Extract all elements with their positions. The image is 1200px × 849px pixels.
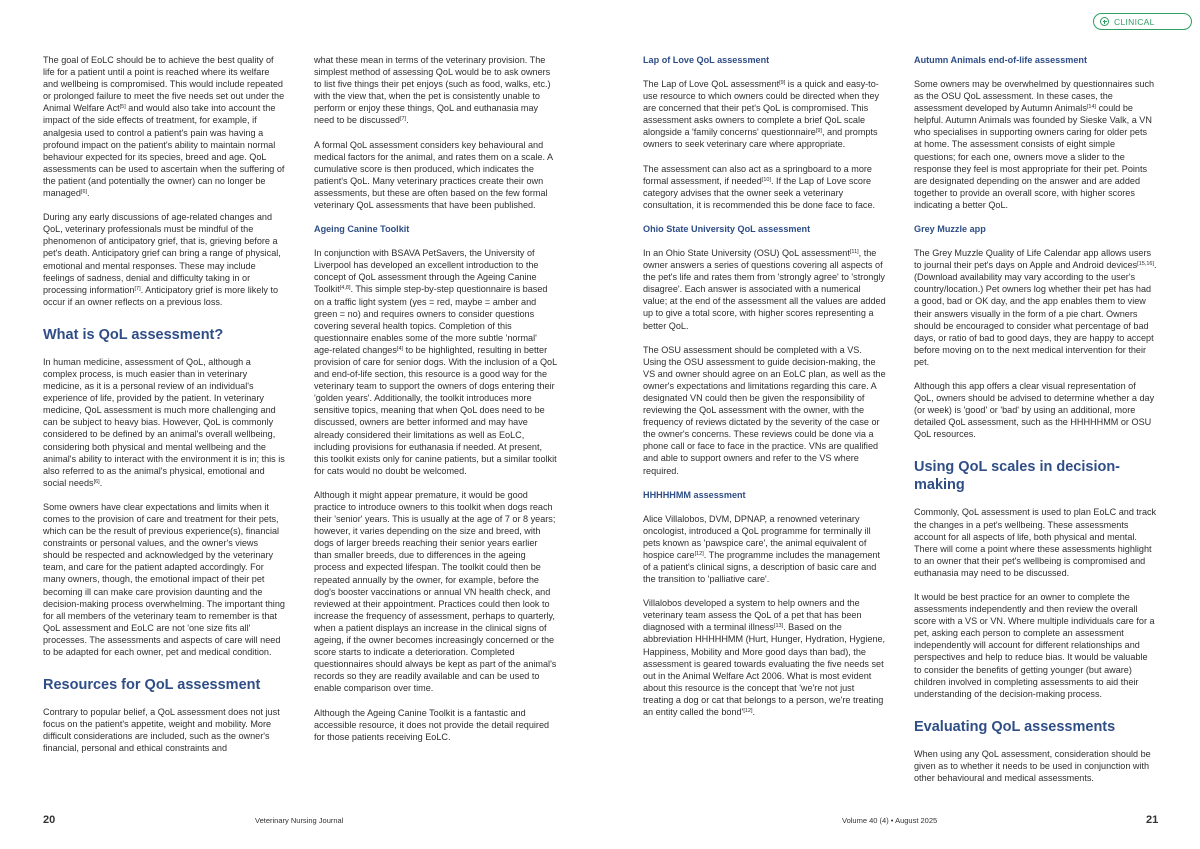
citation-marker: [12] bbox=[694, 550, 704, 557]
citation-marker: [11] bbox=[849, 248, 859, 255]
citation-marker: [5] bbox=[119, 104, 126, 111]
section-tag-label: CLINICAL bbox=[1114, 16, 1155, 27]
paragraph: During any early discussions of age-related changes and QoL, veterinary professionals must be mindful of the phenomenon of anticipatory grief, that is, grieving before a pet's death. Anticipatory grief can bring a range of physical, emotional and mental responses. These may include feelings of sadness, denial and difficulty taking in or processing information[7]. Anticipatory grief is more likely to occur if an owner reflects on a previous loss. bbox=[43, 212, 281, 307]
citation-marker: [12] bbox=[743, 708, 753, 715]
paragraph: Although this app offers a clear visual representation of QoL, owners should be advised to determine whether a day (or week) is 'good' or 'bad' by using an additional, more detailed QoL assessment, such as the HHHHHMM or OSU QoL resources. bbox=[914, 380, 1155, 440]
column-2 bbox=[314, 54, 557, 743]
heading-resources: Resources for QoL assessment bbox=[43, 677, 261, 694]
paragraph: In human medicine, assessment of QoL, although a complex process, is much easier than in veterinary medicine, as it is a personal review of an individual's experience of life, provided by the patient. In veterinary medicine, QoL assessment is much more challenging and can be subject to heavy bias. However, QoL is commonly considered to be defined by an animal's overall wellbeing, considering both physical and mental wellbeing and the animal's ability to interact with the environment it is in; this is also referred to as the animal's physical, emotional and social needs[6]. bbox=[43, 356, 285, 488]
citation-marker: [4] bbox=[396, 345, 404, 352]
paragraph: The Grey Muzzle Quality of Life Calendar app allows users to journal their pet's days on Apple and Android devices[15,16]. (Download availability may vary according to the user's country/location.) Pet owners log whether their pet has had a good, bad or OK day, and the app enables them to view their answers visually in the form of a pie chart. Owners should be encouraged to consider what percentage of bad days, or ratio of bad to good days, they are happy to accept before moving on to the next medical intervention for their pet. bbox=[914, 248, 1157, 367]
paragraph: Although the Ageing Canine Toolkit is a fantastic and accessible resource, it does not provide the detail required for those patients receiving EoLC. bbox=[314, 707, 550, 742]
column-4 bbox=[914, 54, 1157, 784]
citation-marker: [9] bbox=[815, 128, 822, 135]
paragraph: The goal of EoLC should be to achieve the best quality of life for a patient until a point is reached where its welfare and wellbeing is compromised. This would include repeated or prolonged failure to meet the five needs set out under the Animal Welfare Act[5] and would also take into account the impact of the side effects of treatment, for example, if analgesia used to control a patient's pain was having a profound impact on the patient's ability to maintain normal behaviour expected for its species, breed and age. QoL assessments can be used to ascertain when the suffering of the patient (and potentially the owner) can no longer be managed[6]. bbox=[43, 55, 285, 199]
citation-marker: [14] bbox=[1086, 104, 1097, 111]
heading-grey-muzzle: Grey Muzzle app bbox=[914, 224, 986, 235]
citation-marker: [4,8] bbox=[339, 285, 351, 292]
issue-info: Volume 40 (4) • August 2025 bbox=[842, 816, 938, 825]
paragraph: In conjunction with BSAVA PetSavers, the University of Liverpool has developed an excellent introduction to the concept of QoL assessment through the Ageing Canine Toolkit[4,8]. This simple step-by-step questionnaire is based on a traffic light system (yes = red, maybe = amber and green = no) and requires owners to consider questions covering several health topics. Completion of this questionnaire enables some of the more subtle 'normal' age-related changes[4] to be highlighted, resulting in better provision of care for senior dogs. With the inclusion of a QoL and end-of-life section, this resource is a good way for the veterinary team to support the owners of dogs entering their 'golden years'. Additionally, the toolkit introduces more sensitive topics, meaning that when QoL does need to be discussed, owners are better informed and may have already considered their limitations as well as EoLC, including provisions for euthanasia if needed. At present, this toolkit exists only for canine patients, but a similar toolkit for cats would no doubt be welcomed. bbox=[314, 248, 557, 476]
citation-marker: [9] bbox=[779, 80, 786, 86]
column-3 bbox=[643, 54, 887, 718]
heading-what-is-qol: What is QoL assessment? bbox=[43, 326, 224, 343]
citation-marker: [6] bbox=[80, 189, 88, 196]
citation-marker: [15,16] bbox=[1137, 261, 1154, 268]
heading-ohio-state: Ohio State University QoL assessment bbox=[643, 223, 811, 234]
journal-name: Veterinary Nursing Journal bbox=[255, 816, 344, 825]
paragraph: what these mean in terms of the veterinary provision. The simplest method of assessing QoL would be to ask owners to list five things their pet enjoys (such as food, walks, etc.) with the view that, when the pet is consistently unable to perform or enjoy these things, QoL and euthanasia may need to be discussed[7]. bbox=[314, 55, 551, 126]
heading-autumn-animals: Autumn Animals end-of-life assessment bbox=[914, 55, 1087, 65]
citation-marker: [7] bbox=[399, 116, 407, 123]
heading-using-qol-scales: Using QoL scales in decision-making bbox=[914, 459, 1121, 494]
plus-circle-icon bbox=[1100, 17, 1109, 26]
paragraph: Villalobos developed a system to help owners and the veterinary team assess the QoL of a pet that has been diagnosed with a terminal illness[13]. Based on the abbreviation HHHHHMM (Hurt, Hunger, Hydration, Hygiene, Happiness, Mobility and More good days than bad), the assessment is geared towards evaluating the five needs set out in the Animal Welfare Act 2006. What is most evident about this resource is the concept that 'we're not just treating a dog or cat that belongs to a person, we're treating an entity called the bond'[12]. bbox=[643, 598, 886, 718]
paragraph: A formal QoL assessment considers key behavioural and medical factors for the animal, and rates them on a scale. A cumulative score is then produced, which indicates the patient's QoL. Many veterinary practices create their own assessments, but these are often based on the few formal veterinary QoL assessments that have been published. bbox=[314, 139, 553, 211]
heading-hhhhhmm: HHHHHMM assessment bbox=[643, 489, 746, 500]
citation-marker: [7] bbox=[134, 285, 141, 292]
left-page-number: 20 bbox=[43, 814, 56, 826]
paragraph: In an Ohio State University (OSU) QoL assessment[11], the owner answers a series of questions covering all aspects of the pet's life and rates them from 'strongly agree' to 'strongly disagree'. Each answer is associated with a numerical value; at the end of the assessment all the values are added up to give a total score, with higher scores representing a better QoL. bbox=[643, 247, 886, 331]
right-page-number: 21 bbox=[1146, 814, 1159, 826]
paragraph: When using any QoL assessment, consideration should be given as to whether it needs to be used in conjunction with other behavioural and medical assessments. bbox=[914, 748, 1151, 784]
paragraph: Some owners may be overwhelmed by questionnaires such as the OSU QoL assessment. In these cases, the assessment developed by Autumn Animals[14] could be helpful. Autumn Animals was founded by Sieske Valk, a VN who specialises in supporting owners caring for older pets at home. The assessment consists of eight simple questions; for each one, owners move a slider to the response they feel is most appropriate for their pet. Points are designated depending on the answer and are added together to provide an overall score, with higher scores indicating a better QoL. bbox=[914, 79, 1155, 210]
citation-marker: [6] bbox=[93, 478, 100, 485]
paragraph: Contrary to popular belief, a QoL assessment does not just focus on the patient's appetite, weight and mobility. More difficult considerations are included, such as the owner's financial, personal and ethical constraints and bbox=[43, 707, 280, 754]
citation-marker: [13] bbox=[773, 623, 784, 630]
clinical-section-tag bbox=[1093, 13, 1192, 30]
paragraph: Although it might appear premature, it would be good practice to introduce owners to this toolkit when dogs reach their 'senior' years. This is usually at the age of 7 or 8 years; however, it varies depending on the size and breed, with dogs of larger breeds reaching their senior years earlier than smaller breeds, due to differences in the ageing process and expected lifespan. The toolkit could then be repeated annually by the owner, for example, before the dog's booster vaccinations or annual VN health check, and reviewed at their appointment. Practices could then look to increase the frequency of assessment, perhaps to quarterly, when a patient displays an increase in the clinical signs of ageing, if the owner becomes increasingly concerned or the score starts to indicate a deterioration. Completed questionnaires should always be kept as part of the animal's records so they are readily available and can be used to enable comparison over time. bbox=[314, 489, 557, 694]
paragraph: Some owners have clear expectations and limits when it comes to the provision of care and treatment for their pets, which can be the result of previous experience(s), financial constraints or personal values, and the owner's views should be respected and acknowledged by the veterinary team, and care for the patient adapted accordingly. For many owners, though, the emotional impact of their pet becoming ill can make care provision daunting and the decision-making process overwhelming. The important thing for all members of the veterinary team to remember is that QoL assessment and EoLC are not 'one size fits all' processes. The assessments and aspects of care will need to be adapted for each owner, pet and medical condition. bbox=[43, 501, 285, 658]
column-1 bbox=[43, 54, 286, 755]
paragraph: It would be best practice for an owner to complete the assessments independently and then review the overall score with a VS or VN. Where multiple individuals care for a pet, asking each person to complete an assessment independently will account for different relationships and perspectives and help to reduce bias. It would be valuable to consider the benefits of getting younger (but aware) children involved in completing assessments to aid their understanding of the decision-making process. bbox=[914, 592, 1155, 699]
heading-evaluating-qol: Evaluating QoL assessments bbox=[914, 718, 1116, 735]
paragraph: The OSU assessment should be completed with a VS. Using the OSU assessment to guide decision-making, the VS and owner should agree on an EoLC plan, as well as the owner's expectations and limitations regarding this care. A designated VN could then be given the responsibility of reviewing the QoL assessment with the owner, with the frequency of reviews dictated by the severity of the case or the owner's concerns. These reviews could be done via a phone call or face to face in the practice. VNs are qualified and able to support owners and refer to the VS where required. bbox=[643, 344, 886, 476]
citation-marker: [10] bbox=[761, 176, 771, 183]
paragraph: The Lap of Love QoL assessment[9] is a quick and easy-to-use resource to which owners could be directed when they are concerned that their pet's QoL is compromised. This assessment asks owners to complete a brief QoL scale alongside a 'family concerns' questionnaire[9], and prompts owners to seek veterinary care where appropriate. bbox=[643, 79, 880, 150]
paragraph: Commonly, QoL assessment is used to plan EoLC and track the changes in a pet's wellbeing. These assessments account for all aspects of life, both physical and mental. There will come a point where these assessments highlight to an owner that their pet's wellbeing is compromised and euthanasia may need to be discussed. bbox=[914, 507, 1157, 578]
paragraph: Alice Villalobos, DVM, DPNAP, a renowned veterinary oncologist, introduced a QoL programme for terminally ill pets known as 'pawspice care', the animal equivalent of hospice care[12]. The programme includes the management of a patient's clinical signs, a description of basic care and the transition to 'palliative care'. bbox=[643, 513, 880, 585]
paragraph: The assessment can also act as a springboard to a more formal assessment, if needed[10]. If the Lap of Love score category advises that the owner seek a veterinary consultation, it is recommended this be done face to face. bbox=[643, 163, 876, 210]
heading-lap-of-love: Lap of Love QoL assessment bbox=[643, 55, 770, 65]
heading-ageing-canine-toolkit: Ageing Canine Toolkit bbox=[314, 224, 410, 235]
